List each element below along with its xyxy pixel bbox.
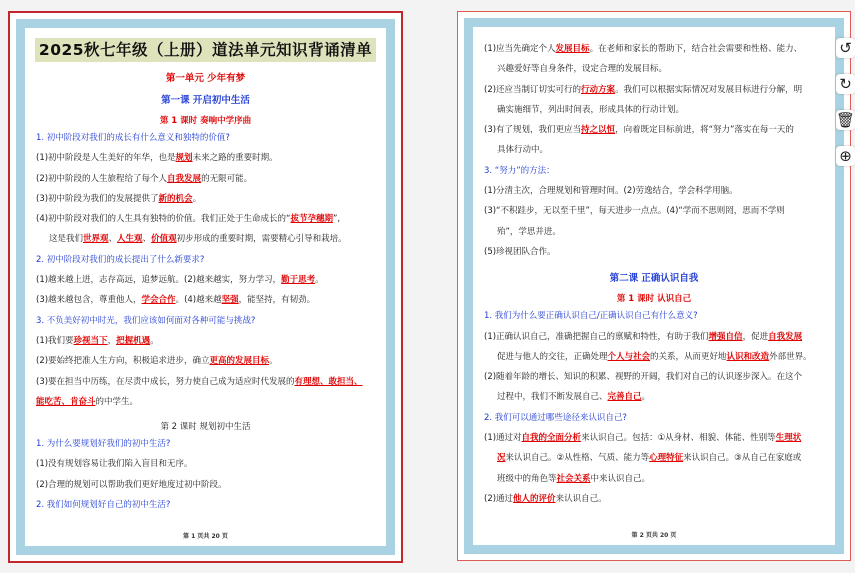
document-title: 2025秋七年级（上册）道法单元知识背诵清单	[35, 38, 376, 62]
answer-line: (1)分清主次，合理规划和管理时间。(2)劳逸结合，学会科学用脑。	[484, 186, 738, 197]
answer-line: (3)有了规划，我们更应当持之以恒，向着既定目标前进，将“努力”落实在每一天的	[484, 125, 794, 136]
keyword: 新的机会	[158, 193, 193, 204]
keyword: 完善自己	[607, 392, 642, 403]
question: 1. 初中阶段对我们的成长有什么意义和独特的价值?	[36, 133, 230, 143]
answer-line: 班级中的角色等社会关系中来认识自己。	[497, 473, 651, 484]
answer-line: (2)要始终把准人生方向，积极追求进步，确立更高的发展目标。	[36, 356, 278, 367]
answer-line: 过程中，我们不断发展自己、完善自己。	[497, 392, 651, 403]
keyword: 况	[497, 453, 506, 464]
answer-line: 殆”，学思并进。	[497, 226, 561, 237]
page-footer: 第 2 页共 20 页	[631, 532, 677, 539]
keyword: 勤于思考	[281, 275, 316, 286]
answer-line: (1)越来越上进，志存高远，追梦远航。(2)越来越实，努力学习，勤于思考。	[36, 275, 324, 286]
answer-line: (5)珍视团队合作。	[484, 246, 556, 257]
period-heading: 第 1 课时 奏响中学序曲	[159, 116, 252, 126]
page-footer: 第 1 页共 20 页	[183, 533, 228, 540]
question: 2. 我们可以通过哪些途径来认识自己?	[484, 412, 627, 423]
answer-line: 确实施细节，列出时间表，形成具体的行动计划。	[497, 104, 685, 115]
keyword: 价值观	[151, 234, 177, 245]
delete-icon[interactable]: 🗑	[835, 111, 855, 129]
keyword: 把握机遇	[116, 335, 151, 346]
keyword: 珍视当下	[73, 335, 108, 346]
keyword: 认识和改造	[726, 351, 770, 362]
answer-line: (1)正确认识自己，准确把握自己的禀赋和特性，有助于我们增强自信，促进自我发展	[484, 331, 803, 342]
period-heading: 第 1 课时 认识自己	[616, 294, 692, 305]
answer-line: (1)应当先确定个人发展目标。在老师和家长的帮助下，结合社会需要和性格、能力、	[484, 44, 803, 54]
keyword: 行动方案	[581, 84, 616, 95]
question: 2. 初中阶段对我们的成长提出了什么新要求?	[36, 254, 205, 265]
keyword: 更高的发展目标	[209, 356, 270, 367]
page-border-frame	[16, 19, 395, 555]
document-page-1	[8, 11, 403, 563]
keyword: 世界观	[83, 234, 109, 245]
answer-line: (2)随着年龄的增长、知识的积累、视野的开阔，我们对自己的认识逐步深入。在这个	[484, 372, 803, 383]
add-icon[interactable]: ⊕	[836, 146, 855, 166]
answer-line: (3)“不积跬步，无以至千里”，每天进步一点点。(4)“学而不思则罔，思而不学则	[484, 206, 785, 217]
keyword: 自我的全面分析	[521, 433, 582, 444]
keyword: 自我发展	[768, 331, 803, 342]
rotate-counterclockwise-icon[interactable]: ↺	[836, 38, 855, 58]
answer-line: 促进与他人的交往，正确处理个人与社会的关系，从而更好地认识和改造外部世界。	[497, 351, 812, 362]
unit-heading: 第一单元 少年有梦	[165, 73, 246, 84]
keyword: 社会关系	[556, 473, 591, 484]
answer-line: (1)我们要珍视当下，把握机遇。	[36, 335, 159, 346]
answer-line: (4)初中阶段对我们的人生具有独特的价值。我们正处于生命成长的“拔节孕穗期”,	[36, 214, 341, 225]
keyword: 规划	[175, 153, 193, 164]
question: 3. “努力”的方法：	[484, 165, 555, 176]
period-heading: 第 2 课时 规划初中生活	[160, 422, 251, 433]
keyword: 学会合作	[141, 295, 176, 306]
page-content	[25, 28, 386, 546]
document-page-2	[457, 11, 851, 561]
keyword: 增强自信	[708, 331, 743, 342]
lesson-heading: 第一课 开启初中生活	[161, 95, 250, 106]
answer-line: (3)初中阶段为我们的发展提供了新的机会。	[36, 193, 202, 204]
page-content	[473, 27, 835, 545]
answer-line: (3)要在担当中历练，在尽责中成长，努力使自己成为适应时代发展的有理想、敢担当、	[36, 376, 363, 387]
keyword: 能吃苦、肯奋斗	[36, 396, 96, 407]
keyword: 人生观	[117, 234, 143, 245]
keyword: 拔节孕穗期	[290, 214, 333, 225]
answer-line: 这是我们世界观、人生观、价值观初步形成的重要时期，需要精心引导和栽培。	[49, 234, 347, 245]
answer-line: 能吃苦、肯奋斗的中学生。	[36, 396, 139, 407]
answer-line: (3)越来越包含，尊重他人，学会合作。(4)越来越坚强，能坚持，有韧劲。	[36, 295, 316, 306]
keyword: 自我发展	[167, 173, 202, 184]
page-border-frame	[464, 18, 844, 554]
question: 3. 不负美好初中时光，我们应该如何面对各种可能与挑战?	[36, 315, 256, 326]
keyword: 个人与社会	[607, 351, 651, 362]
answer-line: (1)通过对自我的全面分析来认识自己。包括：①从身材、相貌、体能、性别等生理状	[484, 433, 802, 444]
keyword: 有理想、敢担当、	[294, 376, 363, 387]
keyword: 他人的评价	[513, 493, 556, 504]
answer-line: (1)初中阶段是人生美好的年华，也是规划未来之路的重要时期。	[36, 153, 278, 164]
answer-line: 况来认识自己。②从性格、气质、能力等心理特征来认识自己。③从自己在家庭或	[497, 453, 802, 464]
rotate-clockwise-icon[interactable]: ↻	[836, 74, 855, 94]
keyword: 发展目标	[555, 44, 590, 54]
answer-line: (1)没有规划容易让我们陷入盲目和无序。	[36, 459, 193, 470]
question: 1. 为什么要规划好我们的初中生活?	[36, 439, 171, 450]
lesson-heading: 第二课 正确认识自我	[609, 273, 699, 285]
keyword: 生理状	[775, 433, 802, 444]
answer-line: 兴趣爱好等自身条件，设定合理的发展目标。	[497, 64, 668, 75]
answer-line: (2)初中阶段的人生旅程给了每个人自我发展的无限可能。	[36, 173, 253, 184]
keyword: 持之以恒	[581, 125, 616, 136]
answer-line: (2)还应当制订切实可行的行动方案。我们可以根据实际情况对发展目标进行分解，明	[484, 84, 803, 95]
page-toolbar	[836, 38, 855, 182]
question: 1. 我们为什么要正确认识自己/正确认识自己有什么意义?	[484, 311, 698, 322]
question: 2. 我们如何规划好自己的初中生活?	[36, 500, 171, 511]
keyword: 心理特征	[649, 453, 684, 464]
answer-line: (2)合理的规划可以帮助我们更好地度过初中阶段。	[36, 479, 227, 490]
keyword: 坚强	[221, 295, 239, 306]
answer-line: (2)通过他人的评价来认识自己。	[484, 493, 607, 504]
answer-line: 具体行动中。	[497, 145, 549, 156]
